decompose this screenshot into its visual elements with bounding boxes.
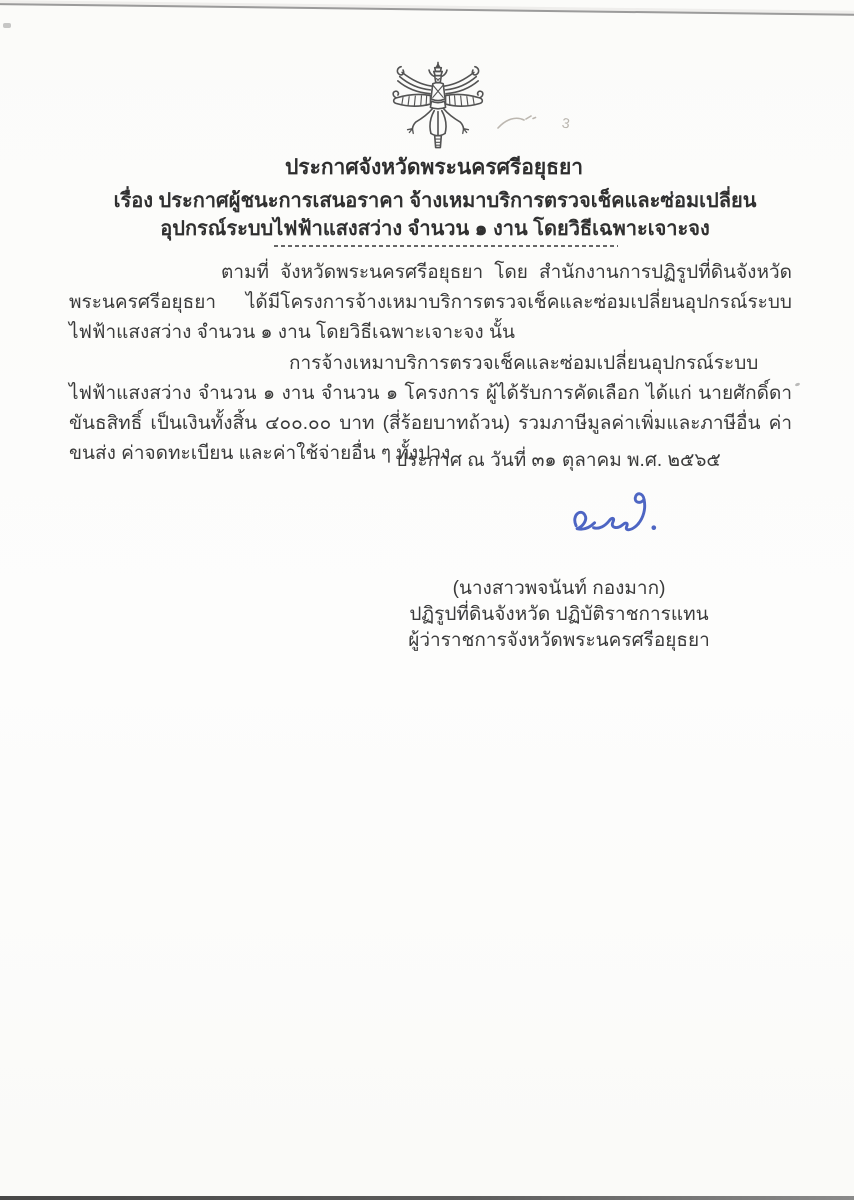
body-paragraph-1: ตามที่ จังหวัดพระนครศรีอยุธยา โดย สำนักงานการปฏิรูปที่ดินจังหวัดพระนครศรีอยุธยา ได้มีโครงการจ้างเหมาบริการตรวจเช็คและซ่อมเปลี่ยนอุปกรณ์ระบบไฟฟ้าแสงสว่าง จำนวน ๑ งาน โดยวิธีเฉพาะเจาะจง นั้น — [69, 262, 792, 343]
pencil-scribble — [496, 106, 570, 140]
pencil-note: 3 — [561, 114, 572, 132]
handwritten-signature — [564, 483, 662, 551]
scan-speck — [3, 23, 11, 28]
subject-line-1: เรื่อง ประกาศผู้ชนะการเสนอราคา จ้างเหมาบริการตรวจเช็คและซ่อมเปลี่ยน — [113, 190, 757, 212]
document-title: ประกาศจังหวัดพระนครศรีอยุธยา — [284, 156, 584, 179]
garuda-emblem-icon — [386, 58, 490, 152]
signer-block — [0, 576, 854, 654]
subject-line-2: อุปกรณ์ระบบไฟฟ้าแสงสว่าง จำนวน ๑ งาน โดยวิธีเฉพาะเจาะจง — [160, 218, 710, 240]
scan-edge-top — [0, 0, 854, 16]
signer-name: (นางสาวพจนันท์ กองมาก) — [452, 578, 666, 599]
signer-position-1: ปฏิรูปที่ดินจังหวัด ปฏิบัติราชการแทน — [409, 604, 709, 625]
signer-position-2: ผู้ว่าราชการจังหวัดพระนครศรีอยุธยา — [408, 630, 710, 651]
dashed-separator — [274, 245, 618, 247]
pencil-stroke-icon — [496, 110, 546, 136]
announcement-date-line: ประกาศ ณ วันที่ ๓๑ ตุลาคม พ.ศ. ๒๕๖๕ — [395, 450, 721, 471]
body-paragraph-2: การจ้างเหมาบริการตรวจเช็คและซ่อมเปลี่ยนอุปกรณ์ระบบไฟฟ้าแสงสว่าง จำนวน ๑ งาน จำนวน ๑ โครงการ ผู้ได้รับการคัดเลือก ได้แก่ นายศักดิ์ดา ขันธสิทธิ์ เป็นเงินทั้งสิ้น ๔๐๐.๐๐ บาท (สี่ร้อยบาทถ้วน) รวมภาษีมูลค่าเพิ่มและภาษีอื่น ค่าขนส่ง ค่าจดทะเบียน และค่าใช้จ่ายอื่น ๆ ทั้งปวง — [69, 353, 792, 464]
scan-speck — [795, 382, 801, 387]
scan-edge-bottom — [0, 1196, 854, 1200]
